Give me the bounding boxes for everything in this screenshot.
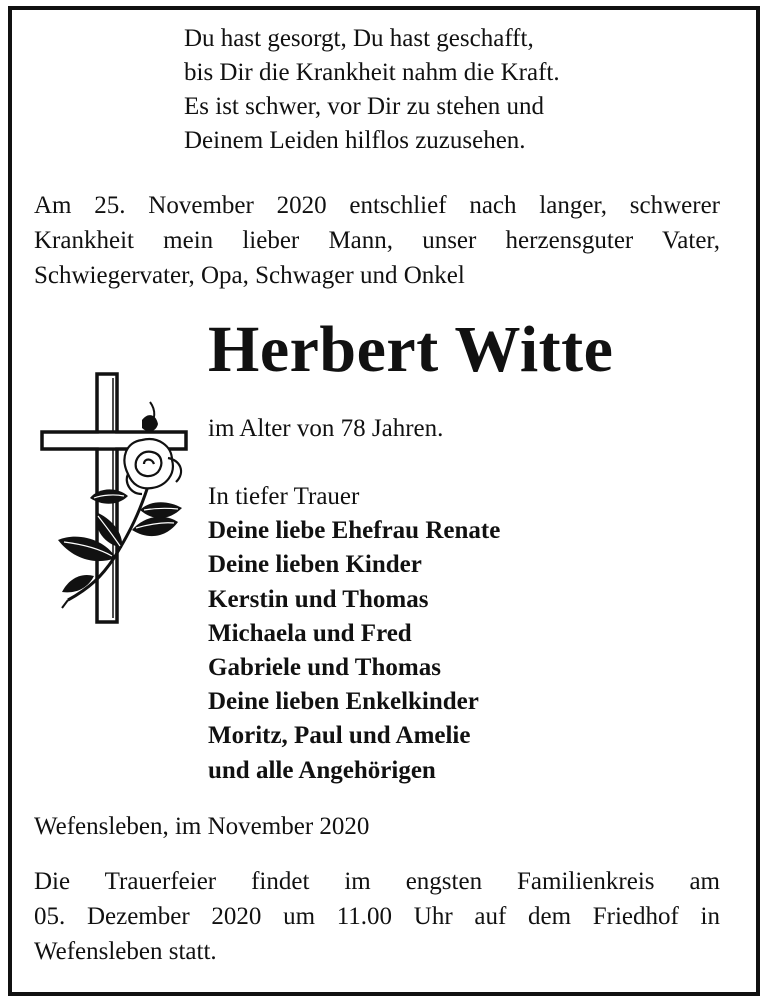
mourner-line: Deine liebe Ehefrau Renate	[208, 517, 501, 545]
mourner-line: Gabriele und Thomas	[208, 654, 441, 682]
place-and-date: Wefensleben, im November 2020	[34, 813, 370, 840]
funeral-notice	[34, 864, 720, 969]
poem-line: bis Dir die Krankheit nahm die Kraft.	[184, 59, 560, 86]
poem-line: Deinem Leiden hilflos zuzusehen.	[184, 127, 526, 154]
mourner-line: Deine lieben Kinder	[208, 551, 422, 579]
notice-line: Wefensleben statt.	[34, 938, 217, 965]
mourner-line: und alle Angehörigen	[208, 756, 436, 784]
memorial-poem	[184, 22, 560, 158]
mourning-heading: In tiefer Trauer	[208, 483, 360, 510]
poem-line: Du hast gesorgt, Du hast geschafft,	[184, 25, 534, 52]
poem-line: Es ist schwer, vor Dir zu stehen und	[184, 93, 545, 120]
mourner-line: Kerstin und Thomas	[208, 585, 429, 613]
mourner-line: Moritz, Paul und Amelie	[208, 722, 471, 750]
announcement-line: Am 25. November 2020 entschlief nach langer, schwerer	[34, 192, 720, 219]
cross-with-rose-icon	[32, 362, 192, 627]
mourner-line: Deine lieben Enkelkinder	[208, 688, 479, 716]
age-text: im Alter von 78 Jahren.	[208, 415, 444, 442]
notice-line: 05. Dezember 2020 um 11.00 Uhr auf dem Friedhof in	[34, 903, 720, 930]
announcement-line: Krankheit mein lieber Mann, unser herzensguter Vater,	[34, 227, 720, 254]
deceased-name: Herbert Witte	[208, 313, 614, 386]
death-announcement	[34, 188, 720, 293]
mourners-list	[208, 480, 500, 788]
announcement-line: Schwiegervater, Opa, Schwager und Onkel	[34, 262, 465, 289]
mourner-line: Michaela und Fred	[208, 619, 412, 647]
notice-line: Die Trauerfeier findet im engsten Familienkreis am	[34, 868, 720, 895]
